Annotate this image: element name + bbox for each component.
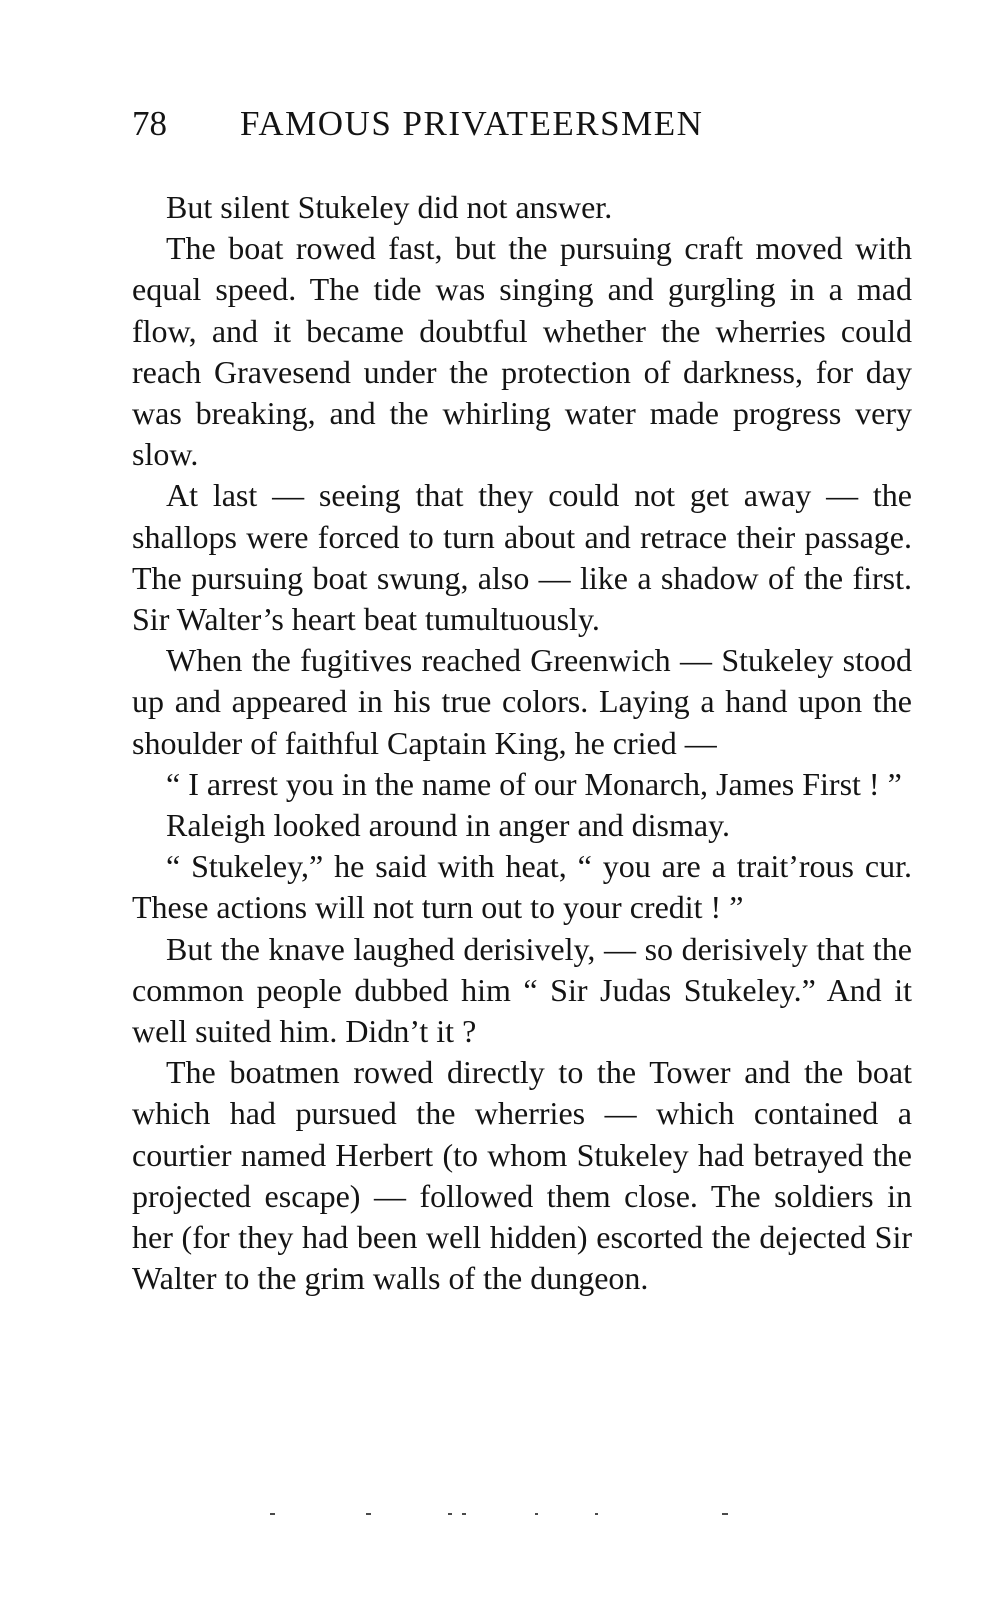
- body-text: [132, 187, 912, 1299]
- speck: [462, 1513, 466, 1515]
- paragraph: But silent Stukeley did not answer.: [166, 189, 613, 225]
- page-number: 78: [132, 104, 167, 143]
- paragraph: When the fugitives reached Greenwich — Stukeley stood up and appeared in his true colors. Laying a hand upon the shoulder of faithful Captain King, he cried —: [132, 642, 912, 761]
- running-title: FAMOUS PRIVATEERSMEN: [240, 104, 704, 143]
- speck: [366, 1513, 371, 1515]
- speck: [448, 1513, 452, 1515]
- speck: [270, 1513, 275, 1515]
- paragraph: The boat rowed fast, but the pursuing craft moved with equal speed. The tide was singing and gurgling in a mad flow, and it became doubtful whether the wherries could reach Gravesend under the protection of darkness, for day was breaking, and the whirling water made progress very slow.: [132, 230, 912, 473]
- speck: [722, 1513, 728, 1515]
- speck: [595, 1513, 598, 1515]
- paragraph: At last — seeing that they could not get away — the shallops were forced to turn about and retrace their passage. The pursuing boat swung, also — like a shadow of the first. Sir Walter’s heart beat tumultuously.: [132, 477, 912, 638]
- scan-specks: [270, 1513, 750, 1517]
- paragraph: The boatmen rowed directly to the Tower and the boat which had pursued the wherries — which contained a courtier named Herbert (to whom Stukeley had betrayed the projected escape) — followed them close. The soldiers in her (for they had been well hidden) escorted the dejected Sir Walter to the grim walls of the dungeon.: [132, 1054, 912, 1297]
- paragraph: “ I arrest you in the name of our Monarch, James First ! ”: [166, 765, 902, 802]
- running-head: [132, 100, 912, 148]
- paragraph: “ Stukeley,” he said with heat, “ you are a trait’rous cur. These actions will not turn out to your credit ! ”: [132, 848, 912, 926]
- paragraph: But the knave laughed derisively, — so derisively that the common people dubbed him “ Sir Judas Stukeley.” And it well suited him. Didn’t it ?: [132, 930, 912, 1050]
- speck: [535, 1513, 538, 1515]
- paragraph: Raleigh looked around in anger and dismay.: [166, 807, 730, 844]
